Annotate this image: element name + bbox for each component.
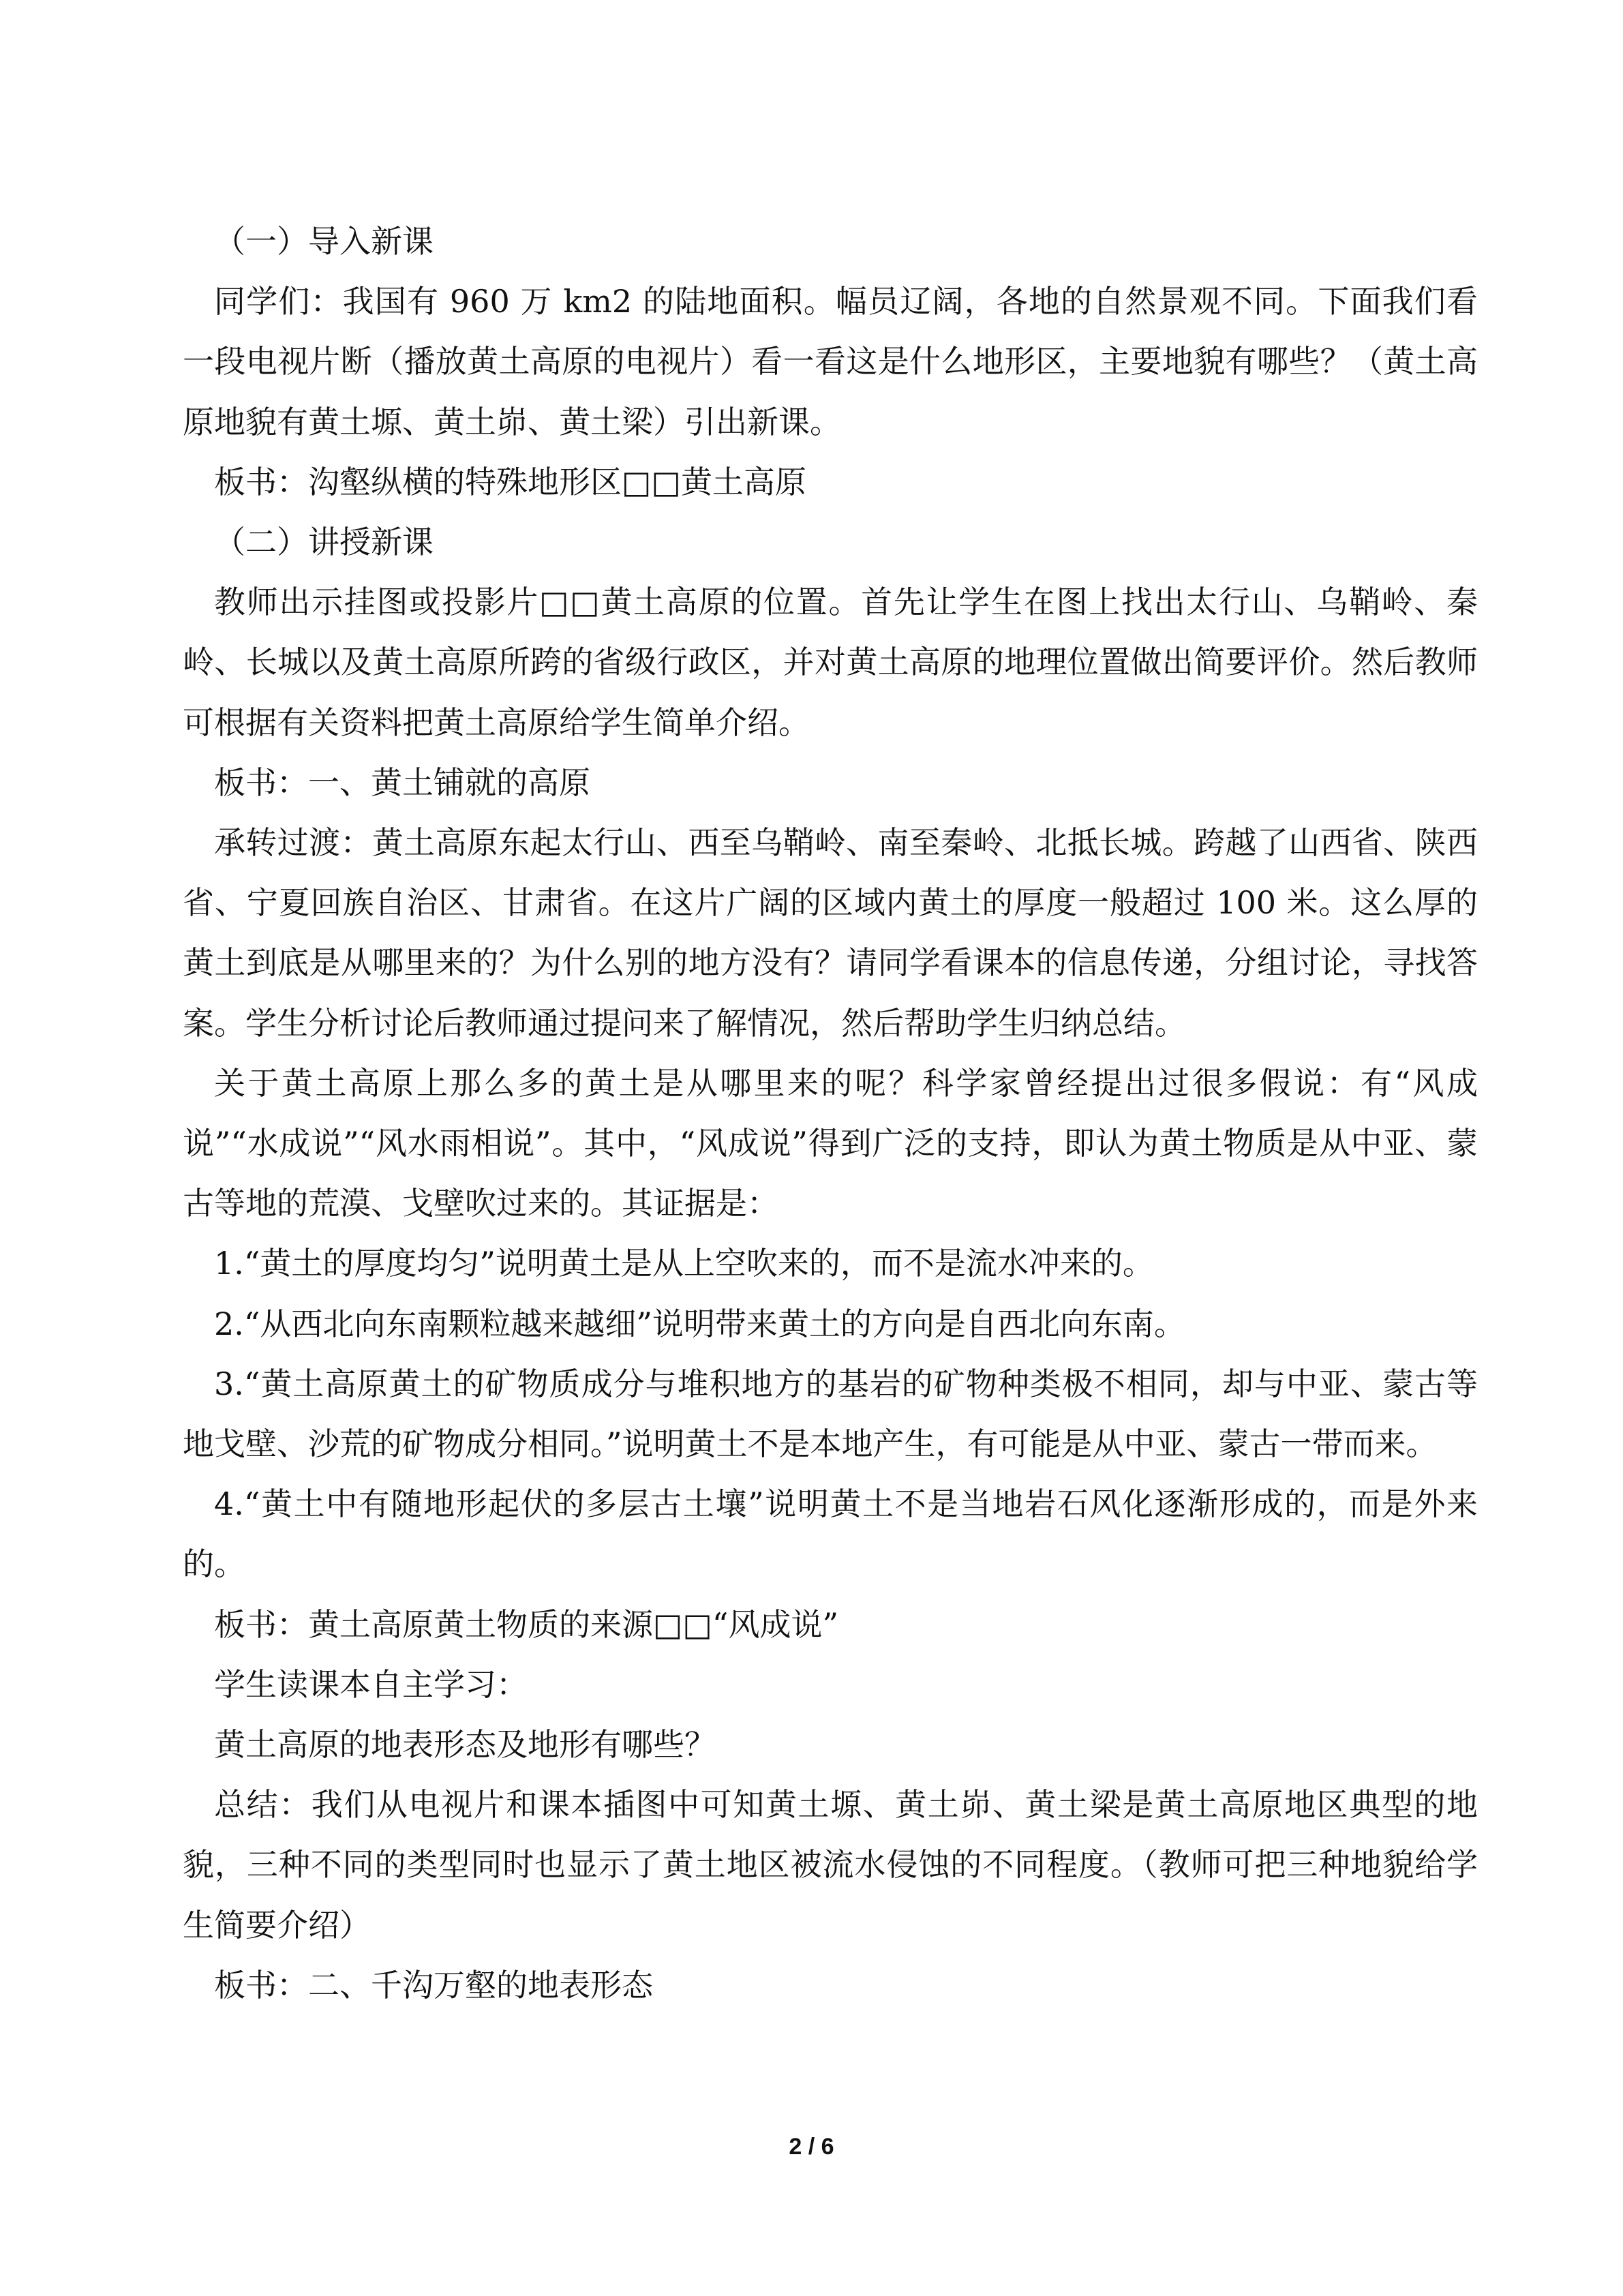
blackboard-note-two: 板书：二、千沟万壑的地表形态 [214, 1966, 653, 2004]
paragraph-transition: 承转过渡：黄土高原东起太行山、西至乌鞘岭、南至秦岭、北抵长城。跨越了山西省、陕西省、宁夏回族自治区、甘肃省。在这片广阔的区域内黄土的厚度一般超过 100 米。这么厚的黄土到底是从哪里来的？为什么别的地方没有？请同学看课本的信息传递，分组讨论，寻找答案。学生分析讨论后教师通过提问来了解情况，然后帮助学生归纳总结。 [183, 824, 1478, 1042]
section-heading-lecture: （二）讲授新课 [214, 524, 434, 561]
evidence-item-2: 2.“从西北向东南颗粒越来越细”说明带来黄土的方向是自西北向东南。 [214, 1305, 1185, 1342]
blackboard-note-one: 板书：一、黄土铺就的高原 [214, 764, 590, 801]
paragraph-hypotheses: 关于黄土高原上那么多的黄土是从哪里来的呢？科学家曾经提出过很多假说：有“风成说”“水成说”“风水雨相说”。其中，“风成说”得到广泛的支持，即认为黄土物质是从中亚、蒙古等地的荒漠、戈壁吹过来的。其证据是： [183, 1064, 1478, 1222]
section-heading-intro: （一）导入新课 [214, 223, 434, 260]
paragraph-self-study: 学生读课本自主学习： [214, 1665, 528, 1703]
paragraph-question: 黄土高原的地表形态及地形有哪些？ [214, 1726, 716, 1764]
paragraph-summary: 总结：我们从电视片和课本插图中可知黄土塬、黄土峁、黄土梁是黄土高原地区典型的地貌，三种不同的类型同时也显示了黄土地区被流水侵蚀的不同程度。（教师可把三种地貌给学生简要介绍） [183, 1786, 1478, 1944]
evidence-item-3: 3.“黄土高原黄土的矿物质成分与堆积地方的基岩的矿物种类极不相同，却与中亚、蒙古等地戈壁、沙荒的矿物成分相同。”说明黄土不是本地产生，有可能是从中亚、蒙古一带而来。 [183, 1365, 1478, 1463]
blackboard-note-origin: 板书：黄土高原黄土物质的来源□□“风成说” [214, 1605, 838, 1643]
evidence-item-1: 1.“黄土的厚度均匀”说明黄土是从上空吹来的，而不是流水冲来的。 [214, 1245, 1154, 1282]
page-number: 2 / 6 [789, 2134, 834, 2160]
paragraph-intro-text: 同学们：我国有 960 万 km2 的陆地面积。幅员辽阔，各地的自然景观不同。下面我们看一段电视片断（播放黄土高原的电视片）看一看这是什么地形区，主要地貌有哪些？（黄土高原地貌有黄土塬、黄土峁、黄土梁）引出新课。 [183, 283, 1478, 440]
document-body [183, 211, 1478, 2015]
evidence-item-4: 4.“黄土中有随地形起伏的多层古土壤”说明黄土不是当地岩石风化逐渐形成的，而是外来的。 [183, 1485, 1478, 1583]
paragraph-teacher-map: 教师出示挂图或投影片□□黄土高原的位置。首先让学生在图上找出太行山、乌鞘岭、秦岭、长城以及黄土高原所跨的省级行政区，并对黄土高原的地理位置做出简要评价。然后教师可根据有关资料把黄土高原给学生简单介绍。 [183, 584, 1478, 741]
blackboard-note-title: 板书：沟壑纵横的特殊地形区□□黄土高原 [214, 463, 806, 500]
